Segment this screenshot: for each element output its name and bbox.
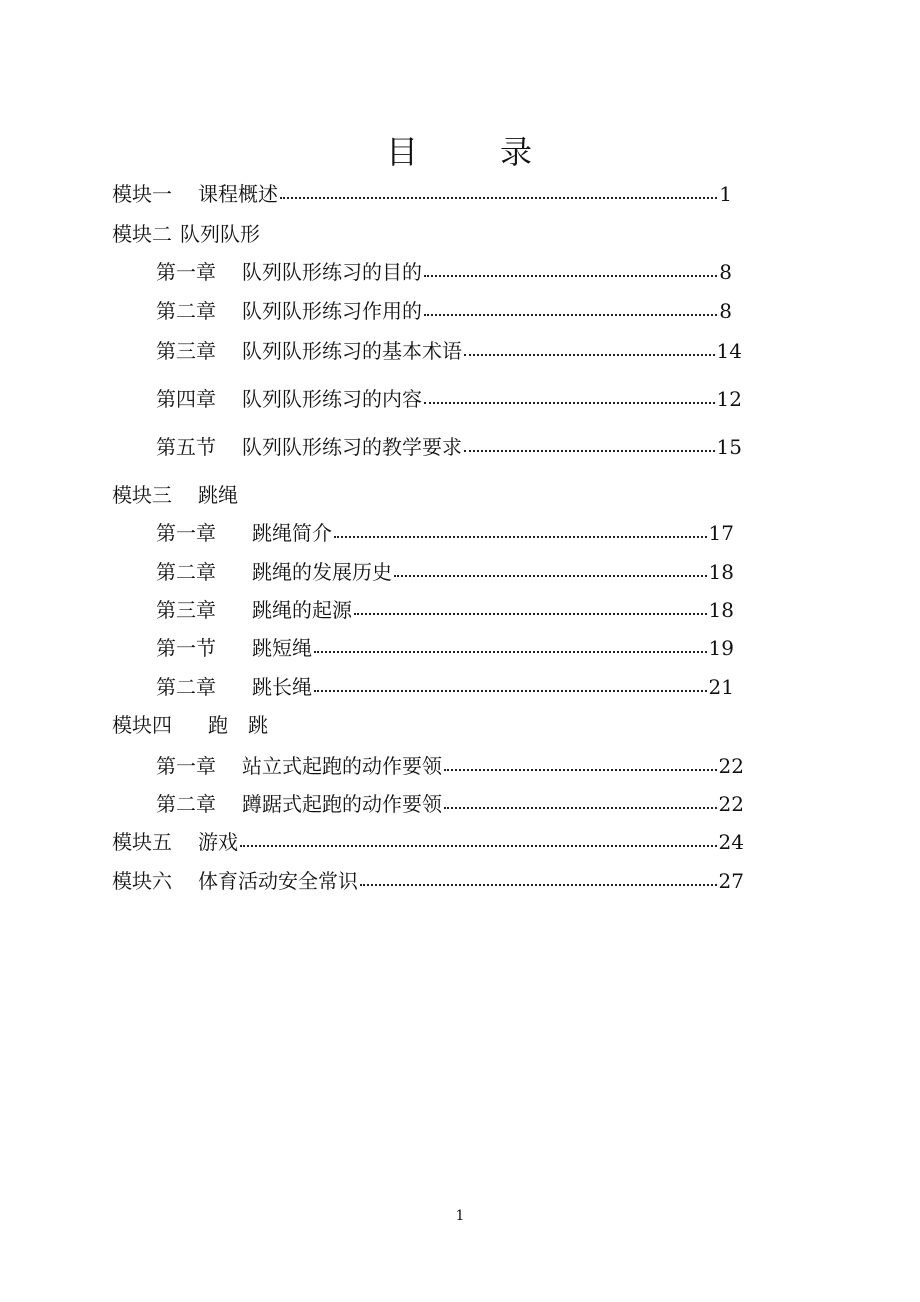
toc-page-number: 12	[716, 387, 742, 411]
leader-dots	[424, 296, 717, 326]
toc-label: 第三章	[156, 339, 216, 363]
toc-page-number: 1	[719, 182, 732, 206]
toc-entry-module-2-chapter-4[interactable]	[156, 384, 742, 414]
toc-entry-module-3-section-1[interactable]	[156, 633, 734, 663]
leader-dots	[314, 633, 707, 663]
toc-label: 第五节	[156, 435, 216, 459]
toc-entry-module-2-chapter-1[interactable]	[156, 257, 732, 287]
leader-dots	[240, 827, 717, 857]
toc-title: 跳绳的起源	[252, 598, 352, 622]
toc-title: 体育活动安全常识	[198, 869, 358, 893]
leader-dots	[444, 789, 717, 819]
toc-label: 第三章	[156, 598, 216, 622]
toc-label: 第四章	[156, 387, 216, 411]
toc-label: 第二章	[156, 299, 216, 323]
toc-title: 跳绳	[198, 483, 238, 507]
toc-label: 模块二	[112, 222, 172, 246]
toc-title: 跳绳的发展历史	[252, 560, 392, 584]
toc-page-number: 21	[708, 675, 734, 699]
leader-dots	[444, 751, 717, 781]
toc-entry-module-2-chapter-3[interactable]	[156, 336, 742, 366]
leader-dots	[464, 432, 715, 462]
toc-label: 模块四	[112, 713, 172, 737]
page-title	[0, 132, 920, 172]
toc-title: 课程概述	[198, 182, 278, 206]
toc-page-number: 8	[719, 299, 732, 323]
leader-dots	[280, 179, 717, 209]
toc-label: 第二章	[156, 560, 216, 584]
toc-page-number: 15	[716, 435, 742, 459]
toc-label: 第一章	[156, 754, 216, 778]
leader-dots	[334, 518, 707, 548]
toc-page-number: 19	[708, 636, 734, 660]
toc-entry-module-4-chapter-2[interactable]	[156, 789, 744, 819]
toc-title: 队列队形练习的教学要求	[242, 435, 462, 459]
leader-dots	[360, 866, 717, 896]
toc-page-number: 17	[708, 521, 734, 545]
toc-entry-module-3[interactable]	[112, 480, 238, 510]
toc-label: 模块一	[112, 182, 172, 206]
toc-entry-module-2[interactable]	[112, 219, 260, 249]
toc-entry-module-3-chapter-3[interactable]	[156, 595, 734, 625]
toc-title: 蹲踞式起跑的动作要领	[242, 792, 442, 816]
leader-dots	[354, 595, 707, 625]
leader-dots	[424, 384, 715, 414]
toc-label: 第一节	[156, 636, 216, 660]
toc-title: 队列队形练习的基本术语	[242, 339, 462, 363]
toc-page-number: 18	[708, 560, 734, 584]
toc-title: 队列队形练习的目的	[242, 260, 422, 284]
toc-entry-module-3-chapter-1[interactable]	[156, 518, 734, 548]
toc-page-number: 8	[719, 260, 732, 284]
leader-dots	[464, 336, 715, 366]
leader-dots	[394, 557, 707, 587]
toc-page-number: 27	[718, 869, 744, 893]
toc-label: 第二章	[156, 792, 216, 816]
toc-entry-module-4-chapter-1[interactable]	[156, 751, 744, 781]
title-char-left: 目	[385, 133, 420, 171]
leader-dots	[424, 257, 717, 287]
toc-entry-module-3-chapter-5[interactable]	[156, 672, 734, 702]
toc-page-number: 22	[718, 754, 744, 778]
toc-entry-module-1[interactable]	[112, 179, 732, 209]
leader-dots	[314, 672, 707, 702]
toc-title: 跳长绳	[252, 675, 312, 699]
toc-title: 跳短绳	[252, 636, 312, 660]
toc-label: 模块三	[112, 483, 172, 507]
toc-title: 跳绳简介	[252, 521, 332, 545]
toc-title: 队列队形练习的内容	[242, 387, 422, 411]
toc-entry-module-6[interactable]	[112, 866, 744, 896]
toc-title: 队列队形	[180, 222, 260, 246]
toc-page-number: 14	[716, 339, 742, 363]
toc-title: 跑 跳	[208, 713, 268, 737]
footer-page-number: 1	[455, 1208, 465, 1224]
toc-label: 第二章	[156, 675, 216, 699]
title-char-right: 录	[500, 133, 535, 171]
toc-label: 第一章	[156, 260, 216, 284]
toc-title: 站立式起跑的动作要领	[242, 754, 442, 778]
toc-page-number: 18	[708, 598, 734, 622]
toc-label: 模块六	[112, 869, 172, 893]
toc-entry-module-2-section-5[interactable]	[156, 432, 742, 462]
toc-label: 第一章	[156, 521, 216, 545]
toc-title: 游戏	[198, 830, 238, 854]
toc-entry-module-2-chapter-2[interactable]	[156, 296, 732, 326]
toc-label: 模块五	[112, 830, 172, 854]
toc-page-number: 22	[718, 792, 744, 816]
toc-entry-module-3-chapter-2[interactable]	[156, 557, 734, 587]
toc-page-number: 24	[718, 830, 744, 854]
toc-entry-module-4[interactable]	[112, 710, 268, 740]
toc-title: 队列队形练习作用的	[242, 299, 422, 323]
toc-entry-module-5[interactable]	[112, 827, 744, 857]
